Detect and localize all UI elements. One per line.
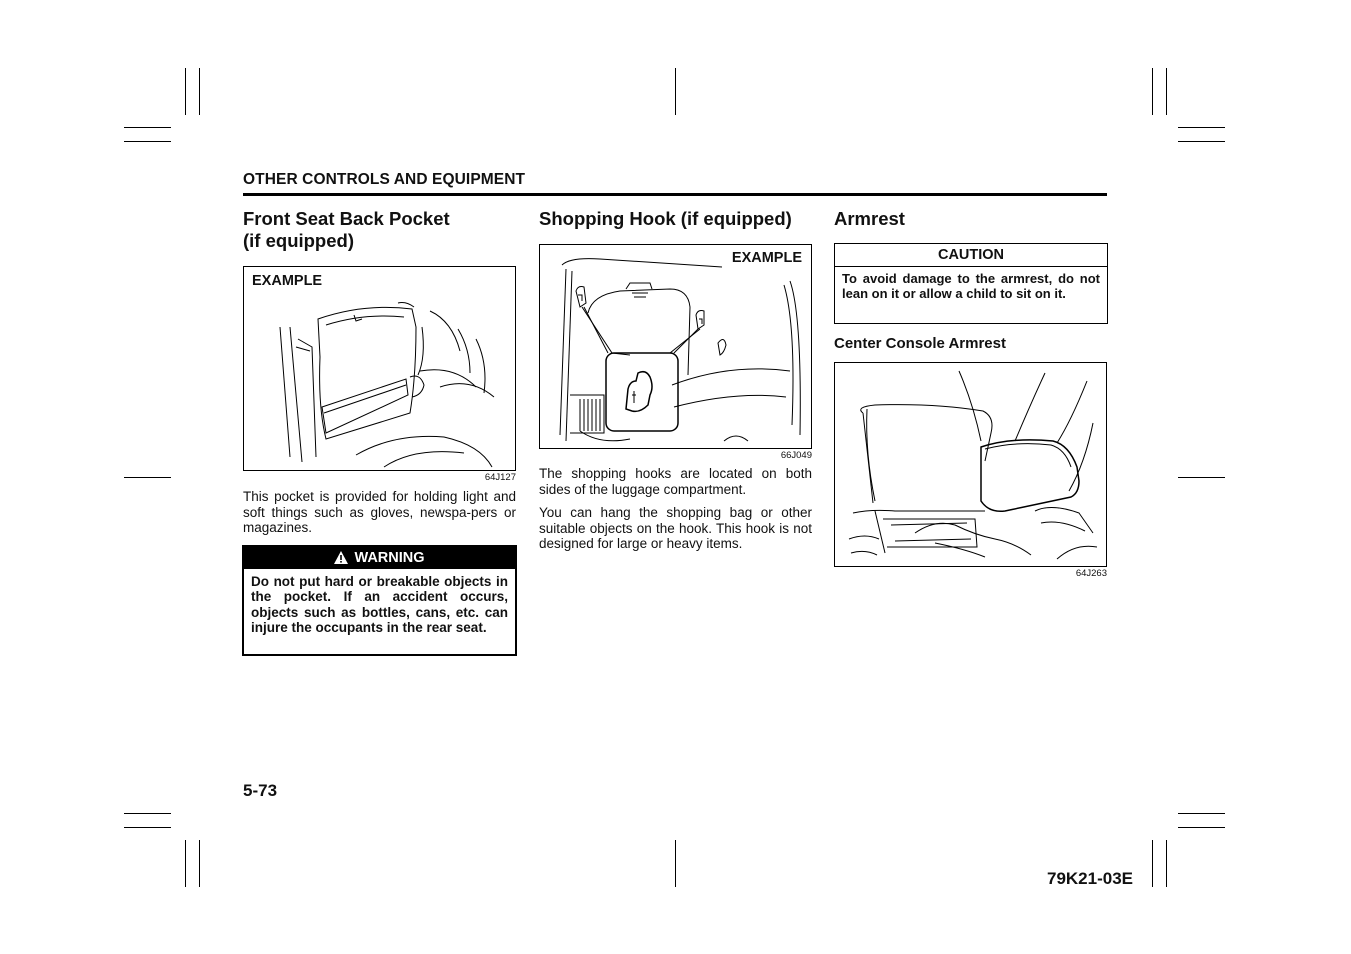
warning-text: Do not put hard or breakable objects in the pocket. If an accident occurs, objects such as bottles, cans, etc. can injure the occupants in the rear seat.	[251, 574, 508, 635]
front-seat-pocket-title: Front Seat Back Pocket	[243, 208, 450, 229]
armrest-heading	[834, 208, 905, 230]
armrest-title: Armrest	[834, 208, 905, 229]
center-console-armrest-figure	[834, 362, 1107, 567]
warning-label: WARNING	[354, 550, 425, 566]
seat-pocket-figure	[243, 266, 516, 471]
shopping-hook-title: Shopping Hook (if equipped)	[539, 208, 792, 229]
front-seat-pocket-subtitle: (if equipped)	[243, 230, 354, 251]
seat-pocket-description: This pocket is provided for holding light and soft things such as gloves, newspa-pers or magazines.	[243, 489, 516, 535]
figure-code-66j049: 66J049	[780, 450, 812, 461]
figure-code-64j263: 64J263	[1075, 568, 1107, 579]
luggage-compartment-illustration	[540, 245, 812, 449]
seat-back-pocket-illustration	[244, 267, 516, 471]
document-code: 79K21-03E	[1047, 869, 1134, 888]
center-console-armrest-illustration	[835, 363, 1107, 567]
header-rule	[243, 193, 1107, 196]
center-console-armrest-subtitle: Center Console Armrest	[834, 335, 1006, 352]
figure-code-64j127: 64J127	[484, 472, 516, 483]
warning-box	[242, 545, 517, 656]
shopping-hook-figure	[539, 244, 812, 449]
shopping-hook-heading	[539, 208, 792, 230]
shopping-hook-usage-text: You can hang the shopping bag or other suitable objects on the hook. This hook is not designed for large or heavy items.	[539, 505, 812, 551]
caution-text: To avoid damage to the armrest, do not lean on it or allow a child to sit on it.	[842, 271, 1100, 302]
page-number: 5-73	[243, 781, 278, 800]
front-seat-pocket-heading	[243, 208, 450, 252]
warning-header	[244, 547, 515, 569]
caution-header: CAUTION	[835, 244, 1107, 267]
section-header: OTHER CONTROLS AND EQUIPMENT	[243, 171, 526, 188]
shopping-hook-location-text: The shopping hooks are located on both sides of the luggage compartment.	[539, 466, 812, 497]
warning-triangle-icon	[334, 549, 348, 571]
figure-example-label: EXAMPLE	[731, 250, 802, 266]
caution-box	[834, 243, 1108, 324]
figure-example-label: EXAMPLE	[252, 273, 323, 289]
